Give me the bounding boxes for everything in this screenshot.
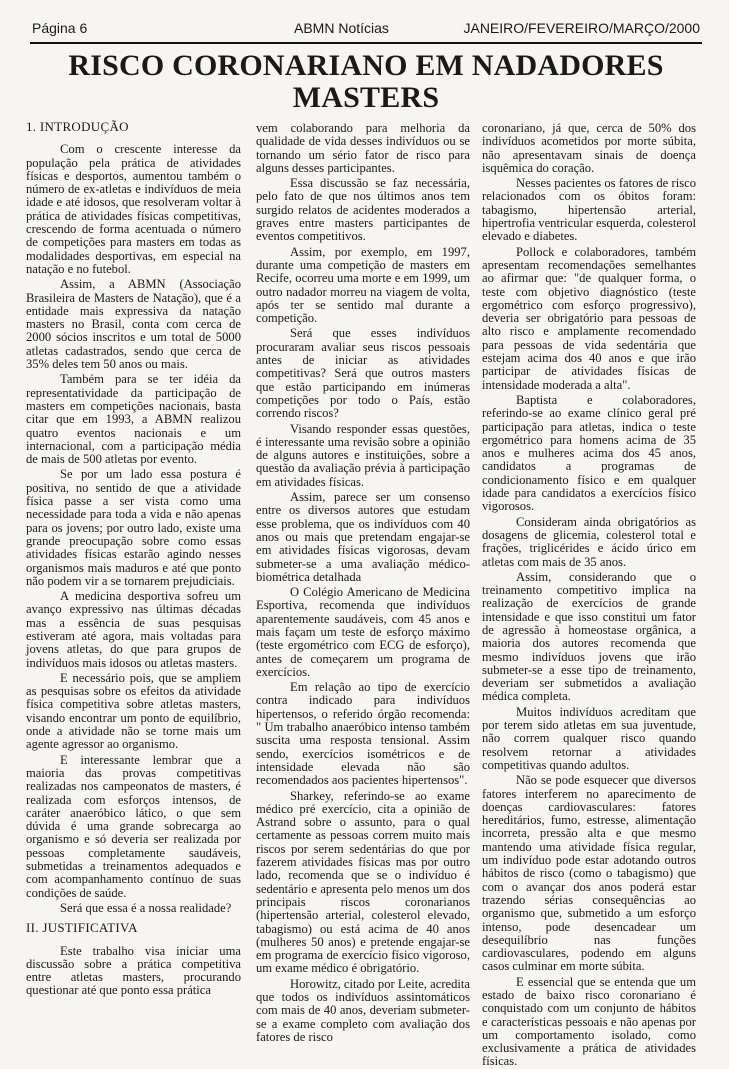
paragraph: Se por um lado essa postura é positiva, no sentido de que a atividade física passe a ser vista como uma necessidade para toda a vida e não apenas para os jovens; por outro lado, existe uma grande preocupação sobre como essas atividades físicas estarão agindo nesses organismos mais maduros e até que ponto não podem vir a se tornarem prejudiciais.: [26, 467, 241, 588]
paragraph: E necessário pois, que se ampliem as pesquisas sobre os efeitos da atividade física competitiva sobre atletas masters, visando encontrar um ponto de equilíbrio, onde a atividade não se torne mais um agente agressor ao organismo.: [26, 670, 241, 752]
paragraph: Será que essa é a nossa realidade?: [60, 900, 232, 915]
paragraph: Consideram ainda obrigatórios as dosagens de glicemia, colesterol total e frações, triglicérides e ácido úrico em atletas com mais de 35 anos.: [482, 514, 696, 569]
publication-name: ABMN Notícias: [294, 20, 389, 36]
article-title-line1: RISCO CORONARIANO EM NADADORES: [68, 49, 664, 82]
page-number: Página 6: [32, 20, 88, 36]
paragraph: Assim, considerando que o treinamento competitivo implica na realização de exercícios de grande intensidade e que isso constitui um fator de agressão à homeostase orgânica, a maioria dos autores recomenda que mesmo indivíduos jovens que irão submeter-se a esse tipo de treinamento, deveriam ser submetidos a avaliação médica completa.: [482, 569, 696, 704]
column-2: [256, 121, 470, 1044]
article-title: [30, 50, 702, 114]
paragraph: Assim, a ABMN (Associação Brasileira de Masters de Natação), que é a entidade mais expressiva da natação masters no Brasil, conta com cerca de 2000 sócios inscritos e um total de 5000 atletas cadastrados, sendo que cerca de 35% deles tem 50 anos ou mais.: [26, 277, 241, 372]
column-1: [26, 120, 241, 1015]
header-rule: [30, 42, 702, 44]
paragraph: Este trabalho visa iniciar uma discussão sobre a prática competitiva entre atletas masters, procurando questionar até que ponto essa prática: [26, 943, 241, 998]
paragraph: Nesses pacientes os fatores de risco relacionados com os óbitos foram: tabagismo, hipertensão arterial, hipertrofia ventricular esquerda, colesterol elevado e diabetes.: [482, 176, 696, 244]
column-3: [482, 121, 696, 1069]
paragraph: Essa discussão se faz necessária, pelo fato de que nos últimos anos tem surgido relatos de acidentes moderados a graves entre masters participantes de eventos competitivos.: [256, 176, 470, 244]
page-header: [32, 20, 700, 44]
paragraph: Também para se ter idéia da representatividade da participação de masters em competições nacionais, basta citar que em 1993, a ABMN realizou quatro eventos nacionais e um internacional, com a participação média de mais de 500 atletas por evento.: [26, 372, 241, 467]
issue-date: JANEIRO/FEVEREIRO/MARÇO/2000: [463, 20, 700, 36]
paragraph: Sharkey, referindo-se ao exame médico pré exercício, cita a opinião de Astrand sobre o assunto, para o qual certamente as pessoas correm muito mais riscos por serem sedentárias do que por fazerem atividades físicas mas por outro lado, recomenda que se o indivíduo é sedentário e apresenta pelo menos um dos principais riscos coronarianos (hipertensão arterial, colesterol elevado, tabagismo) ou está acima de 40 anos (mulheres 50 anos) e pretende engajar-se em programa de exercício físico vigoroso, um exame médico é obrigatório.: [256, 788, 470, 976]
paragraph: Em relação ao tipo de exercício contra indicado para indivíduos hipertensos, o referido órgão recomenda: " Um trabalho anaeróbico intenso também suscita uma resposta tensional. Assim sendo, exercícios isométricos e de intensidade elevada não são recomendados aos pacientes hipertensos".: [256, 680, 470, 788]
paragraph: Não se pode esquecer que diversos fatores interferem no aparecimento de doenças cardiovasculares: fatores hereditários, fumo, estresse, alimentação incorreta, pressão alta e que mesmo mantendo uma atividade física regular, um indivíduo pode estar adotando outros hábitos de risco (como o tabagismo) que com o avançar dos anos poderá estar trazendo sérias consequências ao organismo que, submetido a um esforço intenso, pode desencadear um desequilíbrio nas funções cardiovasculares, podendo em alguns casos culminar em morte súbita.: [482, 773, 696, 974]
paragraph: O Colégio Americano de Medicina Esportiva, recomenda que indivíduos aparentemente saudáveis, com 45 anos e mais façam um teste de esforço máximo (teste ergométrico com ECG de esforço), antes de começarem um programa de exercícios.: [256, 585, 470, 679]
paragraph: Visando responder essas questões, é interessante uma revisão sobre a opinião de alguns autores e instituições, sobre a questão da avaliação prévia à participação em atividades físicas.: [256, 421, 470, 489]
paragraph: coronariano, já que, cerca de 50% dos indivíduos acometidos por morte súbita, não apresentavam sinais de doença isquêmica do coração.: [482, 121, 696, 175]
paragraph: Muitos indivíduos acreditam que por terem sido atletas em sua juventude, não correm qualquer risco quando resolvem retornar a atividades competitivas quando adultos.: [482, 704, 696, 772]
section-heading-introduction: 1. INTRODUÇÃO: [26, 119, 129, 134]
paragraph: Será que esses indivíduos procuraram avaliar seus riscos pessoais antes de iniciar as atividades competitivas? Será que outros masters que estão participando em inúmeras competições por todo o País, estão correndo riscos?: [256, 326, 470, 421]
paragraph: Pollock e colaboradores, também apresentam recomendações semelhantes ao afirmar que: "de qualquer forma, o teste com objetivo diagnóstico (teste ergométrico com esforço progressivo), deveria ser obrigatório para pessoas de alto risco e amplamente recomendado para pessoas de vida sedentária que estejam acima dos 40 anos e que irão participar de atividades físicas de intensidade moderada a alta".: [482, 244, 696, 392]
paragraph: Assim, parece ser um consenso entre os diversos autores que estudam esse problema, que os indivíduos com 40 anos ou mais que pretendam engajar-se em atividades físicas vigorosas, devam submeter-se a uma avaliação médico-biométrica detalhada: [256, 490, 470, 584]
paragraph: vem colaborando para melhoria da qualidade de vida desses indivíduos ou se tornando um sério fator de risco para alguns desses participantes.: [256, 121, 470, 175]
paragraph: Baptista e colaboradores, referindo-se ao exame clínico geral pré participação para atletas, indica o teste ergométrico para homens acima de 35 anos e mulheres acima dos 45 anos, candidatos a programas de condicionamento físico e em qualquer idade para candidatos a exercícios físico vigorosos.: [482, 392, 696, 514]
paragraph: A medicina desportiva sofreu um avanço expressivo nas últimas décadas mas a essência de suas pesquisas estiveram até agora, mais voltadas para jovens atletas, do que para grupos de indivíduos mais idosos ou atletas masters.: [26, 589, 241, 670]
paragraph: Com o crescente interesse da população pela prática de atividades físicas e desportos, aumentou também o número de ex-atletas e indivíduos de meia idade e até idosos, que resolveram voltar à prática de atividades físicas competitivas, crescendo de forma acentuada o número de competições para masters em todas as modalidades desportivas, em especial na natação e no futebol.: [26, 142, 241, 276]
paragraph: E essencial que se entenda que um estado de baixo risco coronariano é conquistado com um conjunto de hábitos e características pessoais e não apenas por um comportamento isolado, como exclusivamente a prática de atividades físicas.: [482, 974, 696, 1069]
paragraph: Assim, por exemplo, em 1997, durante uma competição de masters em Recife, ocorreu uma morte e em 1999, um outro nadador morreu na viagem de volta, após ter se sentido mal durante a competição.: [256, 244, 470, 326]
article-title-line2: MASTERS: [292, 81, 440, 114]
paragraph: Horowitz, citado por Leite, acredita que todos os indivíduos assintomáticos com mais de 40 anos, deveriam submeter-se a exame completo com avaliação dos fatores de risco: [256, 976, 470, 1044]
section-heading-justificativa: II. JUSTIFICATIVA: [26, 920, 138, 936]
paragraph: E interessante lembrar que a maioria das provas competitivas realizadas nos campeonatos de masters, é realizada com esforços intensos, de caráter anaeróbico lático, o que sem dúvida é uma grande sobrecarga ao organismo e só deveria ser realizada por pessoas completamente saudáveis, submetidas a treinamentos adequados e com acompanhamento contínuo de suas condições de saúde.: [26, 752, 241, 900]
